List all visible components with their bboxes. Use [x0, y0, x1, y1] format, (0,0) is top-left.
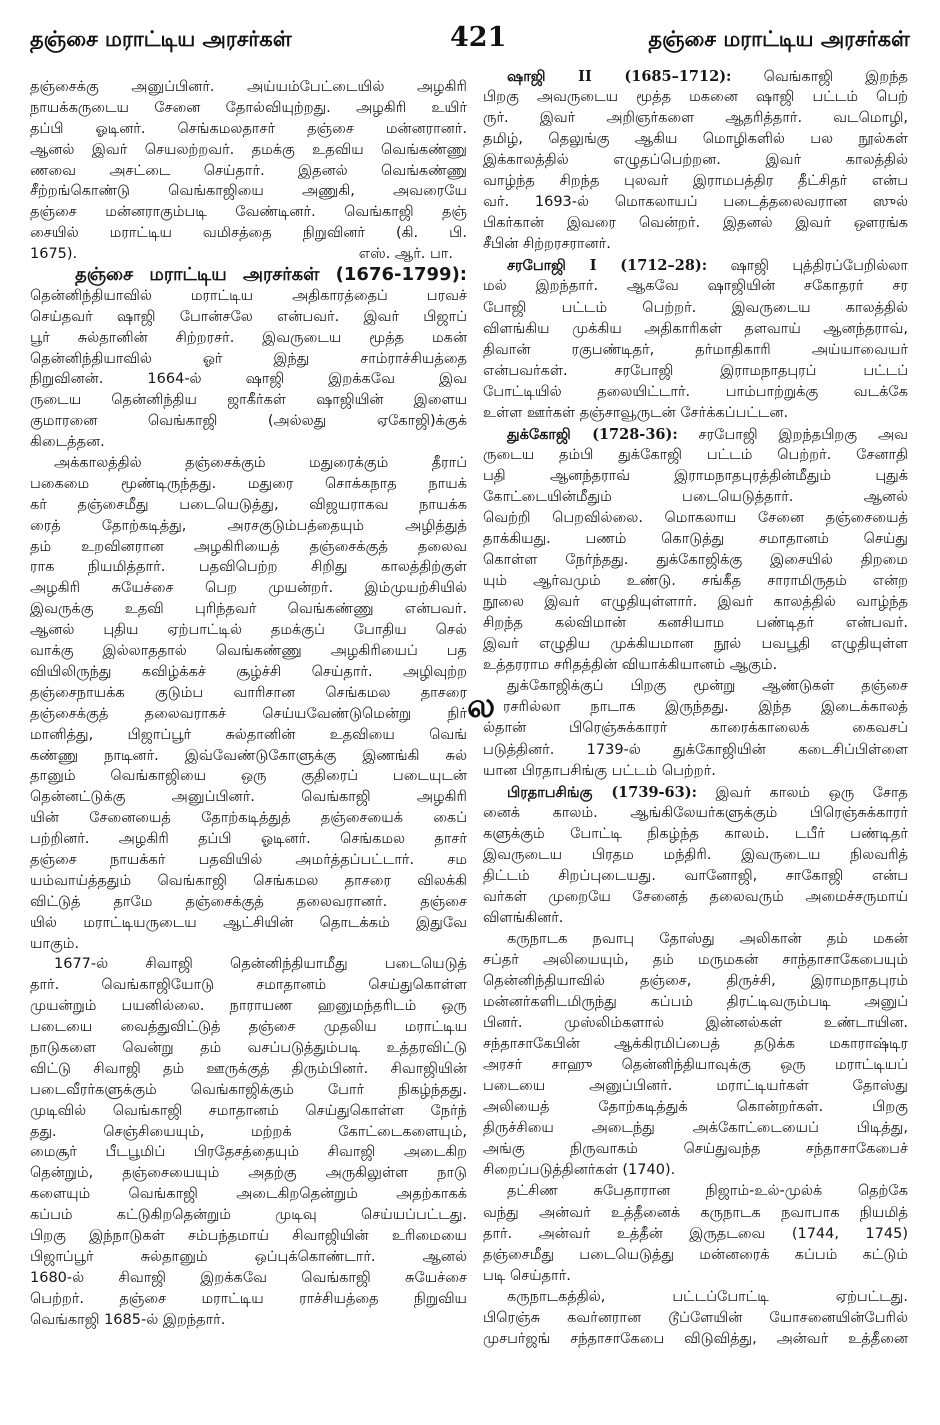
line-text: தார். அன்வர் உத்தீன் இருதடவை (1744, 1745) [483, 1225, 908, 1242]
line-text: தென்னிந்தியாவில் தஞ்சை, திருச்சி, இராமநாதபுரம் [483, 973, 908, 990]
text-line [30, 892, 467, 913]
line-text: வாழ்ந்த சிறந்த புலவர் இராமபத்திர தீட்சிதர் என்ப [483, 173, 908, 190]
line-text: தானும் வெங்காஜியை ஒரு குதிரைப் படையுடன் [30, 768, 467, 785]
text-line [483, 571, 908, 592]
text-line [30, 1080, 467, 1101]
text-line [483, 340, 908, 361]
line-text: தென்னிந்தியாவில் மராட்டிய அதிகாரத்தைப் பரவச் [30, 287, 467, 304]
text-line [483, 150, 908, 171]
line-text: இக்காலத்தில் எழுதப்பெற்றன. இவர் காலத்தில் [483, 152, 908, 169]
text-line [30, 516, 467, 537]
text-line [483, 971, 908, 992]
line-text: படுத்தினர். 1739-ல் துக்கோஜியின் கடைசிப்பிள்ளை [483, 741, 908, 758]
line-text: நாடுகளை வென்று தம் வசப்படுத்தும்படி உத்தரவிட்டு [30, 1039, 467, 1056]
text-line [483, 445, 908, 466]
text-line [483, 213, 908, 234]
text-line [483, 992, 908, 1013]
line-text: கப்பம் கட்டுகிறதென்றும் முடிவு செய்யப்பட்டது. [30, 1207, 467, 1224]
line-text: பினர். முஸ்லிம்களால் இன்னல்கள் உண்டாயின. [483, 1015, 908, 1032]
paragraph [483, 1287, 908, 1350]
line-text: தட்சிண சுபேதாரான நிஜாம்-உல்-முல்க் தெற்கே [507, 1183, 908, 1200]
line-text: ணவை அசட்டை செய்தார். இதனல் வெங்கண்ணு [30, 162, 467, 179]
page-number: 421 [450, 22, 507, 53]
line-text: சிறைப்படுத்தினர்கள் (1740). [483, 1162, 676, 1179]
text-line [483, 108, 908, 129]
entry-heading: ஷாஜி II (1685–1712): [507, 68, 732, 85]
line-text: வெங்காஜி இறந்த [763, 69, 908, 85]
text-line [483, 697, 908, 718]
line-text: இவருக்கு உதவி புரிந்தவர் வெங்கண்ணு என்பவர். [30, 601, 467, 618]
text-line [30, 578, 467, 599]
text-line [30, 181, 467, 202]
text-line [483, 234, 908, 255]
text-line [30, 641, 467, 662]
line-text: முடிவில் வெங்காஜி சமாதானம் செய்துகொள்ள நேர்ந் [30, 1102, 467, 1119]
line-text: சீற்றங்கொண்டு வெங்காஜியை அணுகி, அவரையே [30, 183, 467, 200]
text-line [483, 634, 908, 655]
text-line [483, 1287, 908, 1308]
article-heading: தஞ்சை மராட்டிய அரசர்கள் (1676-1799): [75, 265, 467, 286]
line-text: படையை அனுப்பினர். மராட்டியர்கள் தோஸ்து [483, 1078, 908, 1095]
text-line [30, 871, 467, 892]
text-line [483, 1076, 908, 1097]
text-line [483, 1224, 908, 1245]
text-line [483, 508, 908, 529]
line-text: தது. செஞ்சியையும், மற்றக் கோட்டைகளையும், [30, 1123, 467, 1140]
line-text: அக்காலத்தில் தஞ்சைக்கும் மதுரைக்கும் தீராப் [54, 455, 467, 472]
text-line [30, 620, 467, 641]
line-text: படையை வைத்துவிட்டுத் தஞ்சை முதலிய மராட்டிய [30, 1019, 467, 1036]
text-line [483, 129, 908, 150]
text-line [483, 424, 908, 445]
text-line [483, 1160, 908, 1181]
line-text: தஞ்சை நாயக்கர் பதவியில் அமர்த்தப்பட்டார். சம [30, 851, 467, 868]
line-text: ல்தான் பிரெஞ்சுக்காரர் காரைக்காலைக் கைவசப் [483, 720, 908, 737]
line-text: சப்தர் அலியையும், தம் மருமகன் சாந்தாசாகேபையும் [483, 951, 908, 968]
text-line [30, 98, 467, 119]
text-line [483, 192, 908, 213]
line-text: தஞ்சைக்கு அனுப்பினர். அய்யம்பேட்டையில் அழகிரி [30, 79, 467, 95]
line-text: தஞ்சைமீது படையெடுத்து மன்னரைக் கப்பம் கட்டும் [483, 1246, 908, 1263]
line-text: இவர் எழுதிய முக்கியமான நூல் பவபூதி எழுதியுள்ள [483, 636, 908, 653]
line-text: யும் ஆர்வமும் உண்டு. சங்கீத சாராமிருதம் என்ற [483, 573, 908, 590]
line-text: அரசர் சாஹு தென்னிந்தியாவுக்கு ஒரு மராட்டியப் [483, 1057, 908, 1074]
running-head-right: தஞ்சை மராட்டிய அரசர்கள் [648, 27, 910, 51]
text-line [483, 866, 908, 887]
text-line [30, 77, 467, 98]
line-text: யின் சேனையைத் தோற்கடித்துத் தஞ்சையைக் கைப் [30, 810, 467, 827]
text-line [483, 382, 908, 403]
text-line [483, 845, 908, 866]
text-line [30, 808, 467, 829]
line-text: தஞ்சைநாயக்க குடும்ப வாரிசான செங்கமல தாசரை [30, 684, 467, 701]
paragraph [30, 453, 467, 954]
text-line [483, 1013, 908, 1034]
line-text: போஜி பட்டம் பெற்றர். இவருடைய காலத்தில் [483, 299, 908, 316]
text-line [30, 119, 467, 140]
line-text: நூலை இவர் எழுதியுள்ளார். இவர் காலத்தில் வாழ்ந்த [483, 594, 908, 611]
line-text: வெங்காஜி 1685-ல் இறந்தார். [30, 1311, 226, 1328]
text-line [30, 766, 467, 787]
text-line [483, 887, 908, 908]
line-text: பூர் சுல்தானின் சிற்றரசர். இவருடைய மூத்த மகன் [30, 329, 467, 346]
text-line [483, 1181, 908, 1202]
text-line [483, 1203, 908, 1224]
text-line [483, 255, 908, 276]
line-text: யில் மராட்டியருடைய ஆட்சியின் தொடக்கம் இதுவே [30, 914, 467, 931]
text-line [30, 557, 467, 578]
line-text: பெற்றர். தஞ்சை மராட்டிய ராச்சியத்தை நிறுவிய [30, 1290, 467, 1307]
line-text: விட்டுத் தாமே தஞ்சைக்குத் தலைவரானர். தஞ்சை [30, 893, 467, 910]
line-text: சரபோஜி இறந்தபிறகு அவ [698, 426, 908, 443]
line-text: தாக்கியது. பணம் கொடுத்து சமாதானம் செய்து [483, 531, 908, 548]
text-line [483, 908, 908, 929]
line-text: பிரெஞ்சு கவர்னரான டூப்ளேயின் யோசனையின்பேரில் [483, 1309, 908, 1326]
line-text: பிகர்கான் இவரை வென்றர். இதனல் இவர் ஔரங்க [483, 215, 908, 232]
line-text: வர்கள் முறையே சேனைத் தலைவரும் அமைச்சருமாய் [483, 888, 908, 905]
text-line [483, 655, 908, 676]
line-text: மல் இறந்தார். ஆகவே ஷாஜியின் சகோதரர் சர [483, 278, 908, 295]
line-text: ராக நியமித்தார். பதவிபெற்ற சிறிது காலத்திற்குள் [30, 559, 467, 576]
line-text: திருச்சியை அடைந்து அக்கோட்டையைப் பிடித்து, [483, 1120, 908, 1137]
line-text: கர் தஞ்சைமீது படையெடுத்து, விஜயராகவ நாயக்க [30, 496, 467, 513]
line-text: பற்றினர். அழகிரி தப்பி ஓடினர். செங்கமல தாசர் [30, 831, 467, 848]
text-line [30, 975, 467, 996]
text-line [30, 1059, 467, 1080]
text-line [30, 954, 467, 975]
line-text: கொள்ள நேர்ந்தது. துக்கோஜிக்கு இசையில் திறமை [483, 552, 908, 569]
text-line [30, 1101, 467, 1122]
text-line [483, 592, 908, 613]
paragraph [483, 66, 908, 255]
text-line [30, 1205, 467, 1226]
line-text: தம் உறவினரான அழகிரியைத் தஞ்சைக்குத் தலைவ [30, 538, 467, 555]
text-line [30, 1163, 467, 1184]
line-text: என்பவர்கள். சரபோஜி இராமநாதபுரப் பட்டப் [483, 362, 908, 379]
line-text: முசபர்ஜங் சந்தாசாகேபை விடுவித்து, அன்வர் உத்தீனை [483, 1330, 908, 1347]
line-text: ரைத் தோற்கடித்து, அரசகுடும்பத்தையும் அழித்துத் [30, 517, 467, 534]
text-line [30, 787, 467, 808]
text-line [30, 746, 467, 767]
text-line [30, 349, 467, 370]
text-line [30, 599, 467, 620]
line-text: சந்தாசாகேபின் ஆக்கிரமிப்பைத் தடுக்க மகாராஷ்டிர [483, 1036, 908, 1053]
paragraph [30, 265, 467, 453]
line-text: மன்னர்களிடமிருந்து கப்பம் திரட்டிவரும்படி அனுப் [483, 994, 908, 1011]
line-text: ஆனல் புதிய ஏற்பாட்டில் தமக்குப் போதிய செல் [30, 622, 467, 639]
line-text: குமாரனை வெங்காஜி (அல்லது ஏகோஜி)க்குக் [30, 413, 467, 430]
line-text: படி செய்தார். [483, 1267, 571, 1284]
left-column [30, 77, 467, 1330]
text-line [30, 161, 467, 182]
text-line [483, 487, 908, 508]
line-text: 1677-ல் சிவாஜி தென்னிந்தியாமீது படையெடுத் [54, 956, 467, 973]
text-line [483, 1139, 908, 1160]
text-line [483, 1329, 908, 1350]
text-line [30, 1247, 467, 1268]
text-line [30, 432, 467, 453]
text-line [30, 1226, 467, 1247]
line-text: அங்கு நிருவாகம் செய்துவந்த சந்தாசாகேபைச் [483, 1141, 908, 1158]
text-line [30, 474, 467, 495]
line-text: இவருடைய பிரதம மந்திரி. இவருடைய நிலவரித் [483, 846, 908, 863]
text-line [30, 307, 467, 328]
text-line [30, 202, 467, 223]
text-line [483, 740, 908, 761]
line-text: பிறகு இந்நாடுகள் சம்பந்தமாய் சிவாஜியின் உரிமையை [30, 1227, 467, 1244]
text-line [483, 929, 908, 950]
author-signature: எஸ். ஆர். பா. [358, 246, 453, 263]
line-text: ருர். இவர் அறிஞர்களை ஆதரித்தார். வடமொழி, [483, 110, 908, 127]
line-text: விளங்கினர். [483, 909, 564, 926]
text-line [30, 725, 467, 746]
line-text: கருநாடக நவாபு தோஸ்து அலிகான் தம் மகன் [507, 930, 908, 947]
line-text: தென்னட்டுக்கு அனுப்பினர். வெங்காஜி அழகிரி [30, 789, 467, 806]
text-line [30, 1017, 467, 1038]
text-line [30, 996, 467, 1017]
line-text: தஞ்சை மன்னராகும்படி வேண்டினர். வெங்காஜி தஞ் [30, 204, 467, 221]
text-line [30, 1184, 467, 1205]
text-line [30, 1268, 467, 1289]
text-line [30, 411, 467, 432]
text-line [483, 298, 908, 319]
entry-heading: துக்கோஜி (1728-36): [507, 425, 678, 443]
text-line [483, 87, 908, 108]
text-line [483, 613, 908, 634]
line-text: திட்டம் சிறப்புடையது. வானோஜி, சாகோஜி என்ப [483, 867, 908, 884]
text-line [30, 850, 467, 871]
line-text: களுக்கும் போட்டி நிகழ்ந்த காலம். டபீர் பண்டிதர் [483, 825, 908, 842]
line-text: அழகிரி சுயேச்சை பெற முயன்றர். இம்முயற்சியில் [30, 580, 467, 597]
line-text: ருடைய தம்பி துக்கோஜி பட்டம் பெற்றர். சேனாதி [483, 446, 908, 463]
line-text: தமிழ், தெலுங்கு ஆகிய மொழிகளில் பல நூல்கள் [483, 131, 908, 148]
text-line [483, 1097, 908, 1118]
text-line [483, 529, 908, 550]
text-line [30, 1289, 467, 1310]
line-text: கருநாடகத்தில், பட்டப்போட்டி ஏற்பட்டது. [507, 1288, 908, 1305]
text-line [483, 319, 908, 340]
paragraph [483, 1181, 908, 1286]
line-text: நிறுவினன். 1664-ல் ஷாஜி இறக்கவே இவ [30, 371, 467, 388]
line-text: விளங்கிய முக்கிய அதிகாரிகள் தளவாய் ஆனந்தராவ், [483, 320, 908, 337]
line-text: திவான் ரகுபண்டிதர், தர்மாதிகாரி அய்யாவையர் [483, 341, 908, 358]
text-line [483, 1266, 908, 1287]
text-line [483, 676, 908, 697]
line-text: உத்தரராம சரிதத்தின் வியாக்கியானம் ஆகும். [483, 657, 778, 674]
text-line [483, 1308, 908, 1329]
text-line [30, 328, 467, 349]
text-line [30, 286, 467, 307]
text-line [30, 1142, 467, 1163]
running-head-left: தஞ்சை மராட்டிய அரசர்கள் [30, 27, 292, 51]
line-text: ஆனல் இவர் செயலற்றவர். தமக்கு உதவிய வெங்கண்ணு [30, 141, 467, 158]
text-line [30, 1310, 467, 1331]
paragraph [483, 255, 908, 423]
text-line [30, 244, 467, 265]
line-text: அலியைத் தோற்கடித்துக் கொன்றர்கள். பிறகு [483, 1099, 908, 1116]
line-text: பிறகு அவருடைய மூத்த மகனை ஷாஜி பட்டம் பெற் [483, 89, 908, 106]
line-text: செய்தவர் ஷாஜி போன்சலே என்பவர். இவர் பிஜாப் [30, 308, 467, 325]
line-text: பிஜாப்பூர் சுல்தானும் ஒப்புக்கொண்டார். ஆனல் [30, 1248, 467, 1265]
text-line [483, 1034, 908, 1055]
line-text: தப்பி ஓடினர். செங்கமலதாசர் தஞ்சை மன்னரானர். [30, 120, 467, 137]
paragraph [483, 424, 908, 677]
line-text: ருடைய தென்னிந்திய ஜாகீர்கள் ஷாஜியின் இளைய [30, 392, 467, 409]
text-line [483, 950, 908, 971]
text-line [30, 140, 467, 161]
text-line [483, 761, 908, 782]
text-line [30, 390, 467, 411]
text-line [483, 66, 908, 87]
line-text: ஷாஜி புத்திரப்பேறில்லா [730, 258, 908, 275]
text-line [30, 453, 467, 474]
text-line [483, 171, 908, 192]
line-text: யாகும். [30, 935, 80, 952]
text-line [483, 1118, 908, 1139]
text-line [30, 683, 467, 704]
text-line [483, 782, 908, 803]
line-text: பதி ஆனந்தராவ் இராமநாதபுரத்தின்மீதும் புதுக் [483, 467, 908, 484]
line-text: வர். 1693-ல் மொகலாயப் படைத்தலைவரான ஸுல் [483, 194, 908, 211]
section-index-letter: ல [467, 686, 496, 726]
line-text: பகைமை மூண்டிருந்தது. மதுரை சொக்கநாத நாயக் [30, 475, 467, 492]
line-text: இவர் காலம் ஒரு சோத [715, 784, 908, 801]
line-text: படைவீரர்களுக்கும் வெங்காஜிக்கும் போர் நிகழ்ந்தது. [30, 1081, 467, 1098]
line-text: 1680-ல் சிவாஜி இறக்கவே வெங்காஜி சுயேச்சை [30, 1269, 467, 1286]
text-line [483, 276, 908, 297]
text-line [483, 361, 908, 382]
text-line [483, 550, 908, 571]
line-text: கிடைத்தன. [30, 434, 105, 451]
line-text: யம்வாய்த்ததும் வெங்காஜி செங்கமல தாசரை விலக்கி [30, 872, 467, 889]
text-line [30, 662, 467, 683]
text-line [30, 369, 467, 390]
text-line [483, 1055, 908, 1076]
line-text: கோட்டையின்மீதும் படையெடுத்தார். ஆனல் [483, 488, 908, 505]
paragraph [483, 676, 908, 781]
line-text: தஞ்சைக்குத் தலைவராகச் செய்யவேண்டுமென்று நிர் [30, 705, 467, 722]
line-text: சையில் மராட்டிய வமிசத்தை நிறுவினர் (கி. பி. [30, 225, 467, 242]
line-text: களையும் வெங்காஜி அடைகிறதென்றும் அதற்காகக் [30, 1186, 467, 1203]
right-column [467, 66, 908, 1350]
line-text: தென்றும், தஞ்சையையும் அதற்கு அருகிலுள்ள நாடு [30, 1165, 467, 1182]
line-text: மானித்து, பிஜாப்பூர் சுல்தானின் உதவியை வெங் [30, 726, 467, 743]
line-text: சீபின் சிற்றரசரானர். [483, 236, 611, 253]
text-line [483, 1245, 908, 1266]
line-text: மைசூர் பீடபூமிப் பிரதேசத்தையும் சிவாஜி அடைகிற [30, 1144, 467, 1161]
text-line [30, 829, 467, 850]
line-text: விட்டு சிவாஜி தம் ஊருக்குத் திரும்பினர். சிவாஜியின் [30, 1060, 467, 1077]
line-text: முயன்றும் பயனில்லை. நாராயண ஹனுமந்தரிடம் ஒரு [30, 998, 467, 1015]
line-text: வாக்கு இல்லாததால் வெங்கண்ணு அழகிரியைப் பத [30, 643, 467, 660]
line-text: தென்னிந்தியாவில் ஓர் இந்து சாம்ராச்சியத்தை [30, 350, 467, 367]
line-text: வந்து அன்வர் உத்தீனைக் கருநாடக நவாபாக நியமித் [483, 1204, 908, 1221]
text-line [30, 223, 467, 244]
paragraph [30, 77, 467, 265]
line-text: வியிலிருந்து கவிழ்க்கச் சூழ்ச்சி செய்தார். அழிவுற்ற [30, 663, 467, 680]
line-text: 1675). [30, 246, 78, 263]
text-line [30, 1122, 467, 1143]
line-text: னைக் காலம். ஆங்கிலேயர்களுக்கும் பிரெஞ்சுக்காரர் [483, 804, 908, 821]
text-line [30, 913, 467, 934]
line-text: நாயக்கருடைய சேனை தோல்வியுற்றது. அழகிரி உயிர் [30, 99, 467, 116]
entry-heading: பிரதாபசிங்கு (1739-63): [507, 783, 697, 801]
line-text: துக்கோஜிக்குப் பிறகு மூன்று ஆண்டுகள் தஞ்சை [507, 678, 908, 695]
line-text: கண்ணு நாடினர். இவ்வேண்டுகோளுக்கு இணங்கி சுல் [30, 747, 467, 764]
text-line [483, 718, 908, 739]
line-text: தார். வெங்காஜியோடு சமாதானம் செய்துகொள்ள [30, 977, 467, 994]
text-line [483, 466, 908, 487]
line-text: வெற்றி பெறவில்லை. மொகலாய சேனை தஞ்சையைத் [483, 509, 908, 526]
paragraph [483, 782, 908, 929]
line-text: சிறந்த கல்விமான் கனசியாம பண்டிதர் என்பவர். [483, 615, 908, 632]
paragraph [30, 954, 467, 1330]
text-line [30, 495, 467, 516]
line-text: போட்டியில் தலையிட்டார். பாம்பாற்றுக்கு வடக்கே [483, 383, 908, 400]
text-line [483, 803, 908, 824]
text-line [30, 1038, 467, 1059]
line-text: உள்ள ஊர்கள் தஞ்சாவூருடன் சேர்க்கப்பட்டன. [483, 404, 789, 421]
line-text: யான பிரதாபசிங்கு பட்டம் பெற்றர். [483, 762, 716, 779]
text-line [483, 824, 908, 845]
text-line [30, 934, 467, 955]
text-line [30, 704, 467, 725]
text-line [483, 403, 908, 424]
text-line [30, 537, 467, 558]
entry-heading: சரபோஜி I (1712–28): [507, 257, 708, 275]
paragraph [483, 929, 908, 1182]
line-text: ரசரில்லா நாடாக இருந்தது. இந்த இடைக்காலத் [503, 699, 908, 716]
